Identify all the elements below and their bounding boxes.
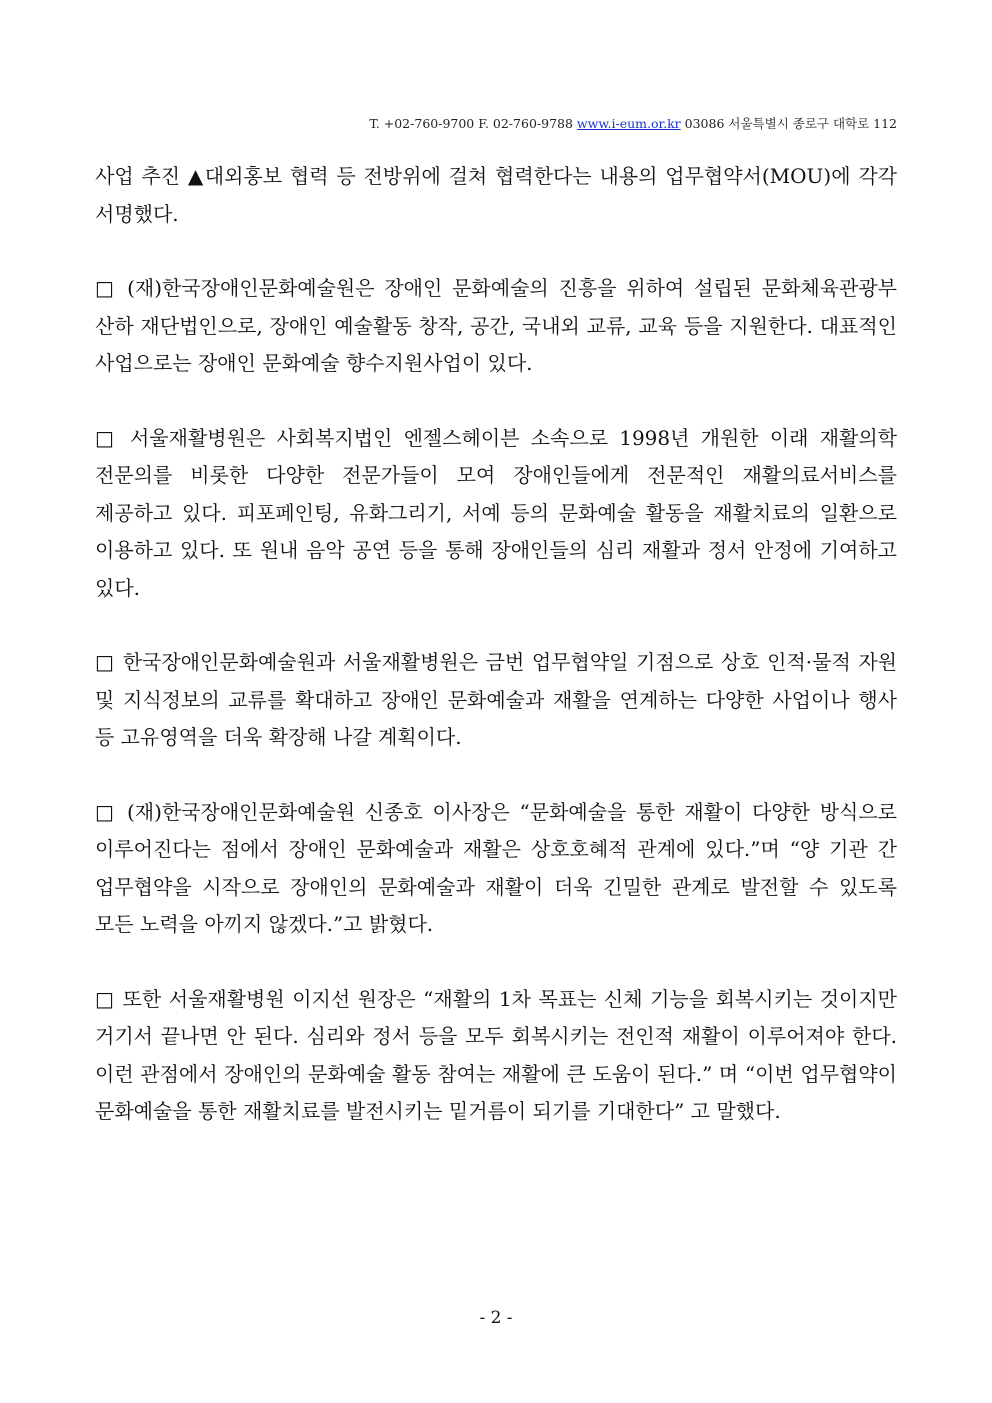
website-link[interactable]: www.i-eum.or.kr [576,116,681,131]
contact-phone-fax: T. +02-760-9700 F. 02-760-9788 [369,116,573,131]
letterhead-contact [369,114,897,132]
paragraph-mou-continuation: 사업 추진 ▲대외홍보 협력 등 전방위에 걸쳐 협력한다는 내용의 업무협약서(MOU)에 각각 서명했다. [95,164,897,226]
paragraph-cooperation-plan: □ 한국장애인문화예술원과 서울재활병원은 금번 업무협약일 기점으로 상호 인적·물적 자원 및 지식정보의 교류를 확대하고 장애인 문화예술과 재활을 연계하는 다양한 사업이나 행사 등 고유영역을 더욱 확장해 나갈 계획이다. [95,650,897,749]
contact-address: 03086 서울특별시 종로구 대학로 112 [684,116,897,131]
document-body [95,158,897,1168]
page-number: - 2 - [479,1308,513,1328]
paragraph-director-quote: □ 또한 서울재활병원 이지선 원장은 “재활의 1차 목표는 신체 기능을 회복시키는 것이지만 거기서 끝나면 안 된다. 심리와 정서 등을 모두 회복시키는 전인적 재활이 이루어져야 한다. 이런 관점에서 장애인의 문화예술 활동 참여는 재활에 큰 도움이 된다.” 며 “이번 업무협약이 문화예술을 통한 재활치료를 발전시키는 밑거름이 되기를 기대한다” 고 말했다. [95,986,897,1123]
paragraph-seoul-rehab-hospital: □ 서울재활병원은 사회복지법인 엔젤스헤이븐 소속으로 1998년 개원한 이래 재활의학 전문의를 비롯한 다양한 전문가들이 모여 장애인들에게 전문적인 재활의료서비스를 제공하고 있다. 피포페인팅, 유화그리기, 서예 등의 문화예술 활동을 재활치료의 일환으로 이용하고 있다. 또 원내 음악 공연 등을 통해 장애인들의 심리 재활과 정서 안정에 기여하고 있다. [95,425,897,600]
paragraph-chairman-quote: □ (재)한국장애인문화예술원 신종호 이사장은 “문화예술을 통한 재활이 다양한 방식으로 이루어진다는 점에서 장애인 문화예술과 재활은 상호호혜적 관계에 있다.”며 “양 기관 간 업무협약을 시작으로 장애인의 문화예술과 재활이 더욱 긴밀한 관계로 발전할 수 있도록 모든 노력을 아끼지 않겠다.”고 밝혔다. [95,799,897,936]
paragraph-korea-disability-arts: □ (재)한국장애인문화예술원은 장애인 문화예술의 진흥을 위하여 설립된 문화체육관광부 산하 재단법인으로, 장애인 예술활동 창작, 공간, 국내외 교류, 교육 등을 지원한다. 대표적인 사업으로는 장애인 문화예술 향수지원사업이 있다. [95,276,897,375]
